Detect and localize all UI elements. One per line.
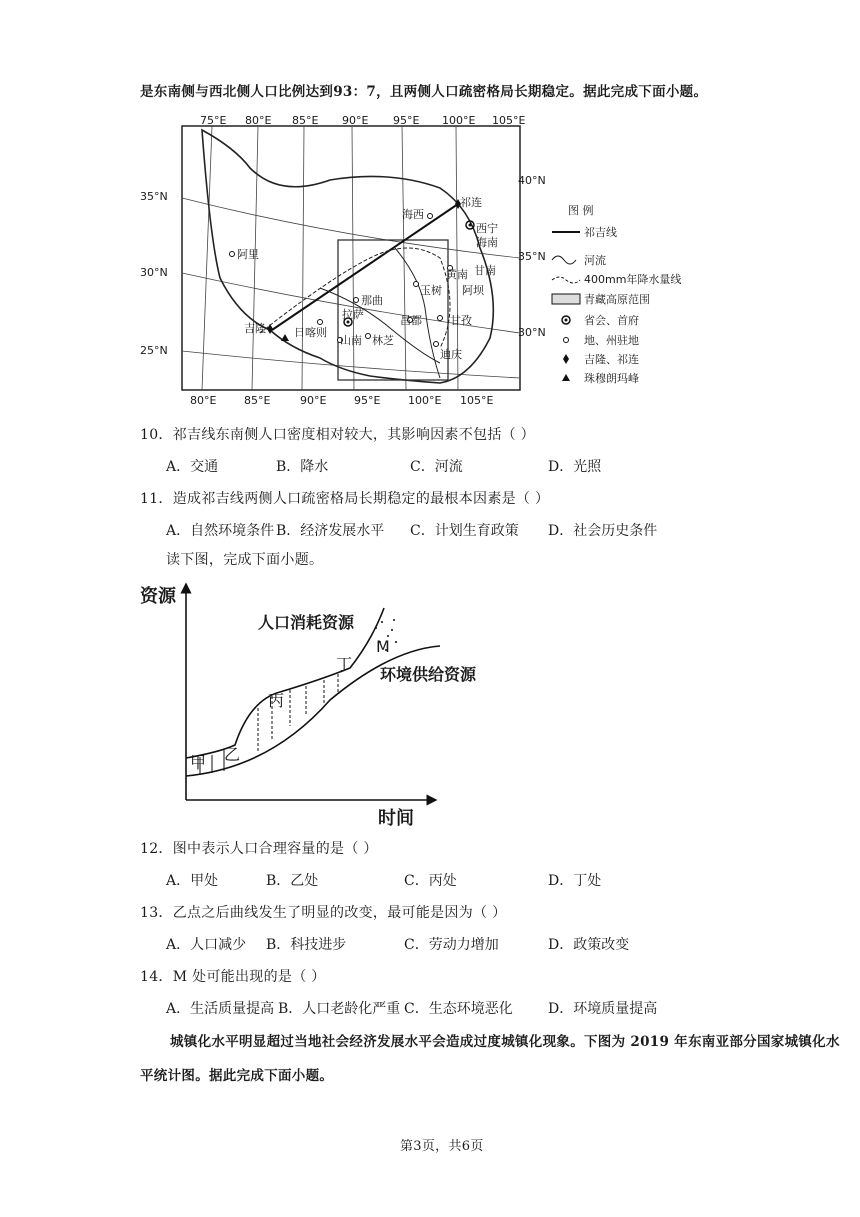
top-lon-label: 100°E [442, 114, 476, 127]
left-lat-label: 25°N [140, 344, 168, 357]
place-label: 林芝 [372, 334, 394, 347]
bottom-lon-label: 105°E [460, 394, 494, 407]
option-d[interactable]: D．环境质量提高 [548, 1001, 658, 1017]
resource-graph [140, 580, 560, 830]
legend-item: 青藏高原范围 [584, 293, 650, 306]
place-label: 阿坝 [462, 284, 484, 297]
legend-item: 祁吉线 [584, 226, 617, 239]
place-label: 拉萨 [342, 308, 364, 321]
top-lon-label: 105°E [492, 114, 526, 127]
option-b[interactable]: B．人口老龄化严重 [278, 1001, 401, 1017]
question-10-stem: 10．祁吉线东南侧人口密度相对较大，其影响因素不包括（ ） [140, 427, 535, 443]
right-lat-label: 30°N [518, 326, 546, 339]
point-label: 乙 [224, 745, 241, 764]
option-c[interactable]: C．计划生育政策 [410, 523, 519, 539]
point-label: 丙 [268, 691, 285, 710]
question-14-stem: 14．M 处可能出现的是（ ） [140, 969, 326, 985]
legend-title: 图 例 [568, 204, 594, 217]
option-b[interactable]: B．经济发展水平 [276, 523, 385, 539]
place-label: 那曲 [361, 294, 383, 307]
place-label: 阿里 [237, 248, 259, 261]
bottom-lon-label: 85°E [244, 394, 271, 407]
place-label: 祁连 [460, 196, 482, 209]
place-label: 迪庆 [440, 348, 462, 361]
option-d[interactable]: D．光照 [548, 459, 602, 475]
option-a[interactable]: A．交通 [166, 459, 219, 475]
paragraph-line-2: 平统计图。据此完成下面小题。 [140, 1068, 334, 1084]
legend-item: 河流 [584, 254, 606, 267]
read-prompt: 读下图，完成下面小题。 [166, 552, 324, 568]
curve-label-supply: 环境供给资源 [380, 665, 477, 684]
place-label: 海南 [476, 236, 498, 249]
left-lat-label: 35°N [140, 190, 168, 203]
left-lat-label: 30°N [140, 266, 168, 279]
option-d[interactable]: D．丁处 [548, 873, 602, 889]
qinghai-tibet-map [140, 108, 540, 408]
option-a[interactable]: A．甲处 [166, 873, 219, 889]
option-d[interactable]: D．政策改变 [548, 937, 630, 953]
map-legend [512, 168, 692, 398]
legend-item: 珠穆朗玛峰 [584, 372, 639, 385]
right-lat-label: 40°N [518, 174, 546, 187]
top-lon-label: 95°E [393, 114, 420, 127]
place-label: 日喀则 [294, 326, 327, 339]
top-lon-label: 85°E [292, 114, 319, 127]
bottom-lon-label: 95°E [354, 394, 381, 407]
page-footer: 第3页，共6页 [400, 1139, 484, 1154]
place-label: 西宁 [476, 222, 498, 235]
point-label: 丁 [336, 655, 353, 674]
top-lon-label: 80°E [245, 114, 272, 127]
intro-line: 是东南侧与西北侧人口比例达到93：7，且两侧人口疏密格局长期稳定。据此完成下面小题。 [140, 84, 708, 100]
option-d[interactable]: D．社会历史条件 [548, 523, 658, 539]
option-c[interactable]: C．丙处 [404, 873, 457, 889]
place-label: 昌都 [400, 314, 422, 327]
question-13-stem: 13．乙点之后曲线发生了明显的改变，最可能是因为（ ） [140, 905, 507, 921]
top-lon-label: 75°E [200, 114, 227, 127]
place-label: 吉隆 [244, 322, 266, 335]
option-b[interactable]: B．科技进步 [266, 937, 347, 953]
legend-item: 地、州驻地 [584, 334, 639, 347]
curve-label-consumption: 人口消耗资源 [258, 613, 355, 632]
bottom-lon-label: 80°E [190, 394, 217, 407]
option-b[interactable]: B．乙处 [266, 873, 319, 889]
place-label: 甘南 [474, 264, 496, 277]
paragraph-line-1: 城镇化水平明显超过当地社会经济发展水平会造成过度城镇化现象。下图为 2019 年东南亚部分国家城镇化水 [170, 1034, 840, 1050]
question-12-stem: 12．图中表示人口合理容量的是（ ） [140, 841, 378, 857]
place-label: 黄南 [446, 268, 468, 281]
place-label: 山南 [340, 334, 362, 347]
place-label: 甘孜 [450, 314, 472, 327]
legend-item: 省会、首府 [584, 314, 639, 327]
option-c[interactable]: C．劳动力增加 [404, 937, 499, 953]
bottom-lon-label: 100°E [408, 394, 442, 407]
bottom-lon-label: 90°E [300, 394, 327, 407]
y-axis-label: 资源 [140, 586, 176, 607]
option-c[interactable]: C．河流 [410, 459, 463, 475]
top-lon-label: 90°E [342, 114, 369, 127]
right-lat-label: 35°N [518, 250, 546, 263]
option-a[interactable]: A．人口减少 [166, 937, 247, 953]
option-b[interactable]: B．降水 [276, 459, 329, 475]
question-11-stem: 11．造成祁吉线两侧人口疏密格局长期稳定的最根本因素是（ ） [140, 491, 550, 507]
point-label: M [376, 637, 390, 656]
place-label: 海西 [402, 208, 424, 221]
legend-item: 吉隆、祁连 [584, 353, 639, 366]
place-label: 玉树 [420, 284, 442, 297]
option-c[interactable]: C．生态环境恶化 [404, 1001, 513, 1017]
point-label: 甲 [190, 753, 207, 772]
x-axis-label: 时间 [378, 808, 414, 829]
option-a[interactable]: A．自然环境条件 [166, 523, 275, 539]
legend-item: 400mm年降水量线 [584, 273, 682, 286]
option-a[interactable]: A．生活质量提高 [166, 1001, 275, 1017]
